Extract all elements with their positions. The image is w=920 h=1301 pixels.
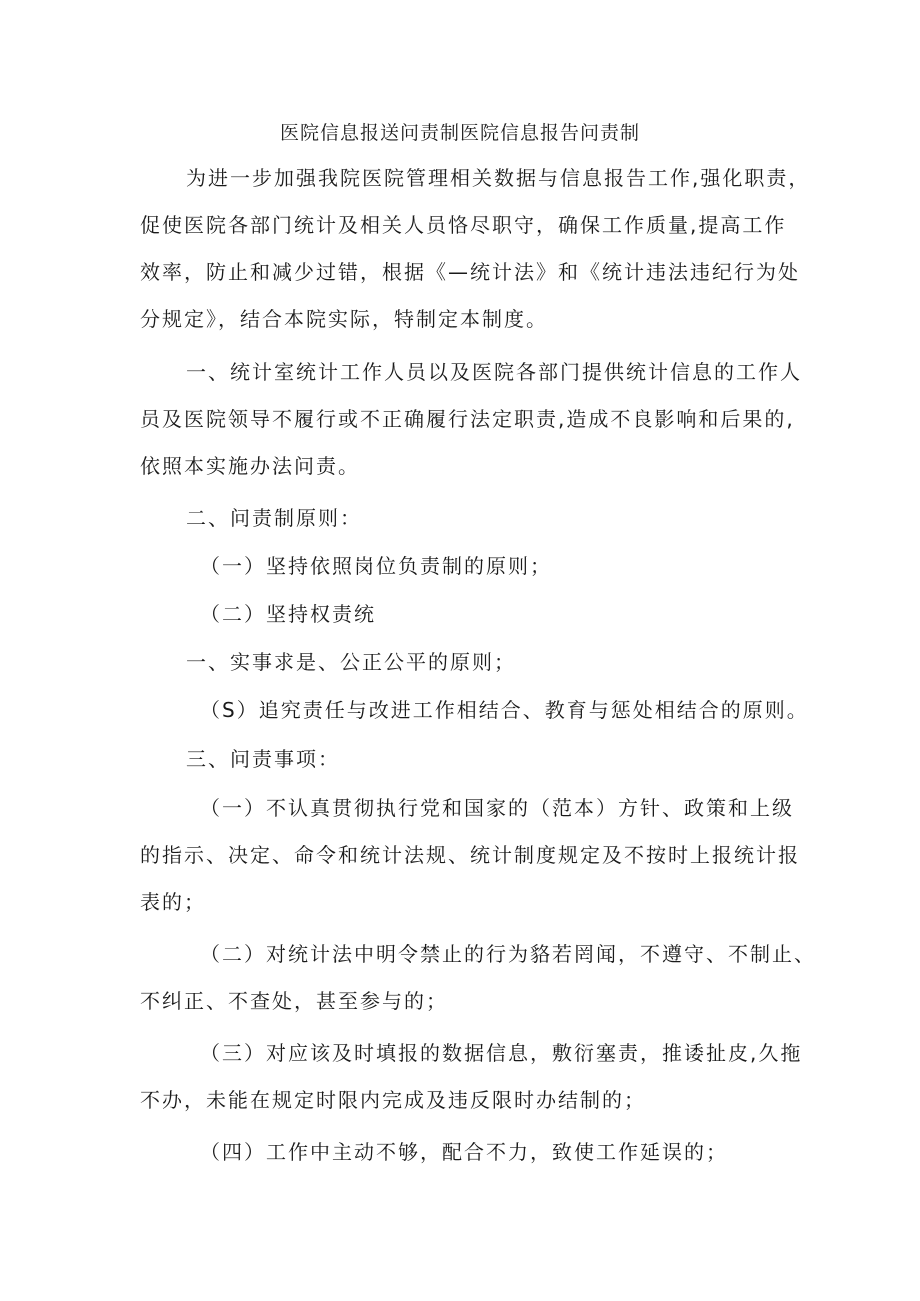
list-item: （二）对统计法中明令禁止的行为貉若罔闻，不遵守、不制止、 (200, 942, 816, 966)
list-item: （四）工作中主动不够，配合不力，致使工作延误的； (200, 1140, 728, 1164)
paragraph-line: 一、实事求是、公正公平的原则； (186, 650, 516, 674)
list-item: （三）对应该及时填报的数据信息，敷衍塞责，推诿扯皮,久拖 (200, 1041, 803, 1065)
paragraph-line: 不办，未能在规定时限内完成及违反限时办结制的； (140, 1088, 646, 1112)
paragraph-line: 一、统计室统计工作人员以及医院各部门提供统计信息的工作人 (186, 360, 802, 384)
paragraph-line: 表的； (140, 890, 206, 914)
paragraph-line: 分规定》，结合本院实际，特制定本制度。 (140, 307, 548, 331)
list-item: （一）不认真贯彻执行党和国家的（范本）方针、政策和上级 (200, 796, 794, 820)
document-title: 医院信息报送问责制医院信息报告问责制 (279, 122, 640, 144)
section-heading: 二、问责制原则： (186, 506, 362, 530)
list-item: （S）追究责任与改进工作相结合、教育与惩处相结合的原则。 (200, 698, 809, 722)
section-heading: 三、问责事项： (186, 747, 340, 771)
paragraph-line: 的指示、决定、命令和统计法规、统计制度规定及不按时上报统计报 (140, 843, 800, 867)
paragraph-line: 员及医院领导不履行或不正确履行法定职责,造成不良影响和后果的, (140, 407, 795, 431)
paragraph-line: 促使医院各部门统计及相关人员恪尽职守，确保工作质量,提高工作 (140, 213, 787, 237)
paragraph-line: 为进一步加强我院医院管理相关数据与信息报告工作,强化职责， (186, 166, 811, 190)
paragraph-line: 依照本实施办法问责。 (140, 454, 360, 478)
list-item: （二）坚持权责统 (200, 602, 376, 626)
paragraph-line: 不纠正、不查处，甚至参与的； (140, 989, 448, 1013)
paragraph-line: 效率，防止和减少过错，根据《—统计法》和《统计违法违纪行为处 (140, 260, 800, 284)
list-item: （一）坚持依照岗位负责制的原则； (200, 554, 552, 578)
